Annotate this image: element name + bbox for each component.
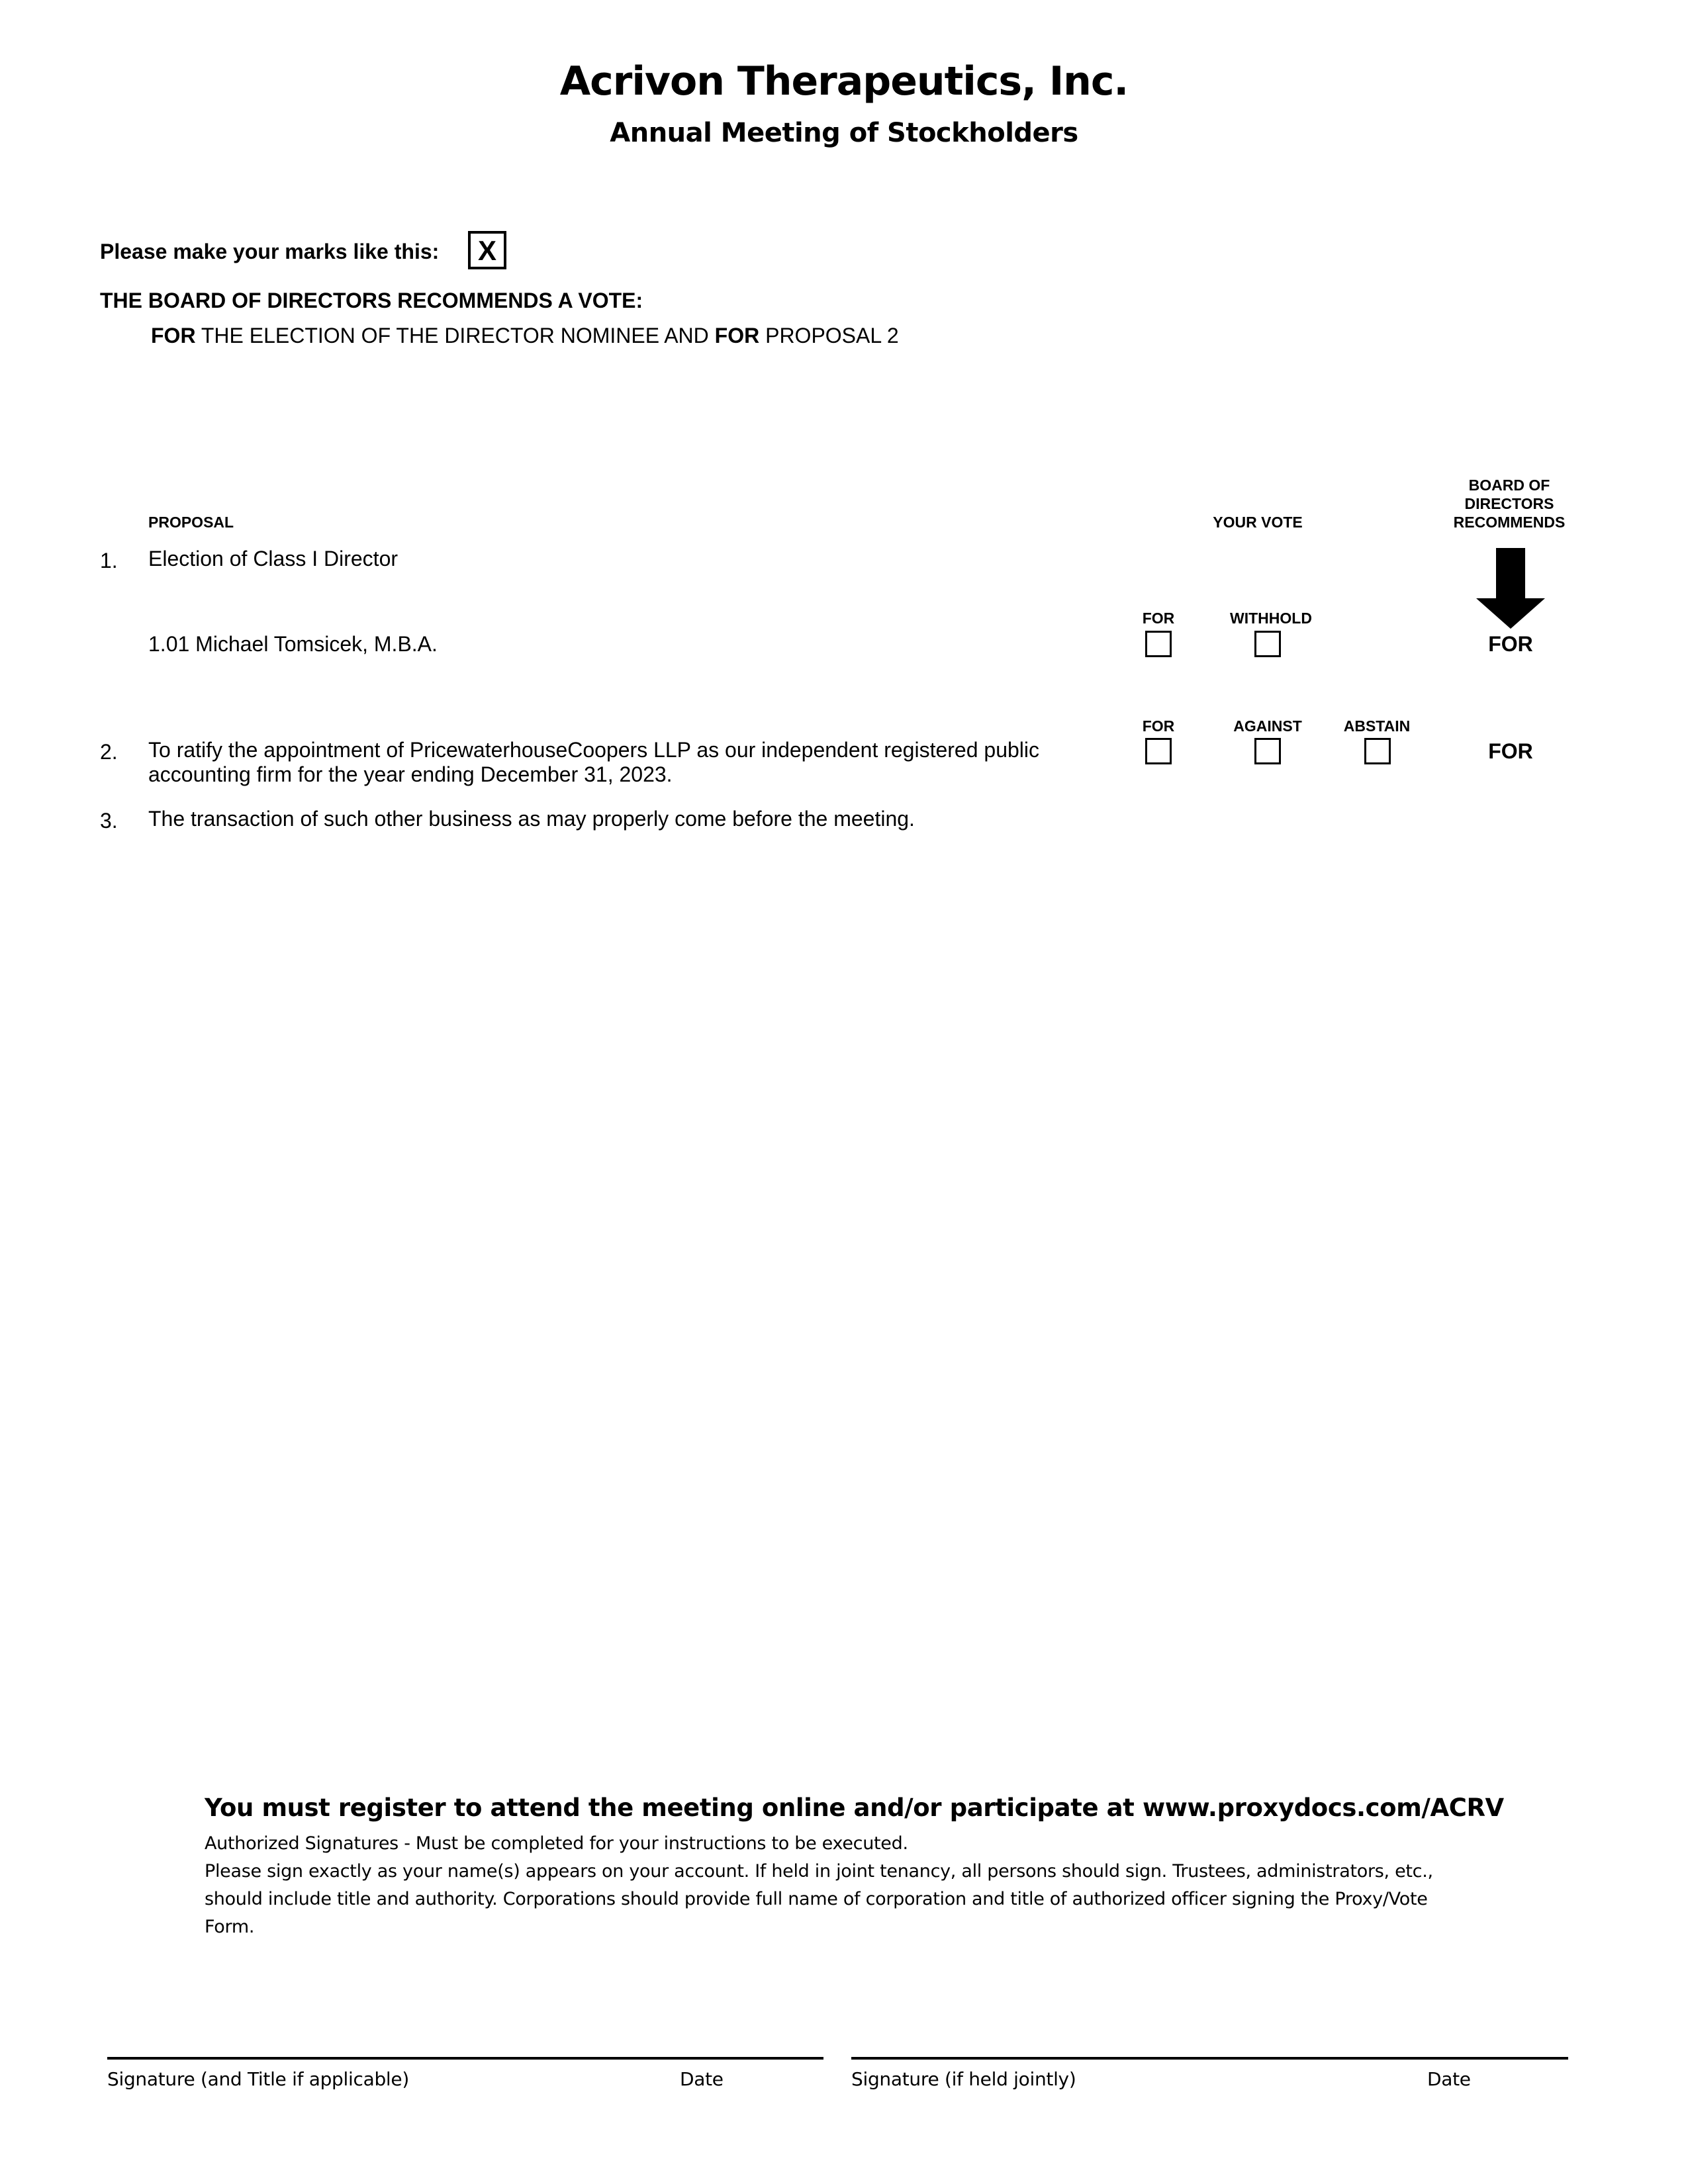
board-recommendation-heading: THE BOARD OF DIRECTORS RECOMMENDS A VOTE: <box>100 289 643 312</box>
down-arrow-icon <box>1476 548 1545 632</box>
nominee-name: 1.01 Michael Tomsicek, M.B.A. <box>148 632 438 656</box>
proposal-2-against-checkbox[interactable] <box>1254 738 1281 764</box>
proposal-2-text: To ratify the appointment of PricewaterhouseCoopers LLP as our independent registered public accounting firm for the year ending December 31, 2023. <box>148 738 1040 786</box>
proposal-2-abstain-checkbox[interactable] <box>1364 738 1391 764</box>
date-1-label: Date <box>680 2068 724 2090</box>
proposal-3-text: The transaction of such other business as may properly come before the meeting. <box>148 807 915 831</box>
mark-example-box: X <box>468 231 506 269</box>
proposal-1-text: Election of Class I Director <box>148 547 399 570</box>
option-withhold-label: WITHHOLD <box>1230 610 1312 627</box>
option-abstain-label: ABSTAIN <box>1343 717 1411 735</box>
proposal-3-number: 3. <box>100 809 118 833</box>
proposal-2-number: 2. <box>100 740 118 764</box>
signature-1-label: Signature (and Title if applicable) <box>107 2068 409 2090</box>
register-notice: You must register to attend the meeting online and/or participate at www.proxydocs.com/ACRV <box>205 1794 1504 1822</box>
marks-instruction: Please make your marks like this: <box>100 240 440 263</box>
signature-line-2[interactable] <box>851 2057 1568 2060</box>
board-recommendation-detail: FOR THE ELECTION OF THE DIRECTOR NOMINEE AND FOR PROPOSAL 2 <box>151 324 899 347</box>
header-your-vote: YOUR VOTE <box>1213 514 1303 531</box>
header-board-recommends: BOARD OF DIRECTORS RECOMMENDS <box>1453 477 1566 531</box>
date-2-label: Date <box>1427 2068 1471 2090</box>
proposal-2-recommendation: FOR <box>1488 739 1533 763</box>
option-for-label: FOR <box>1142 610 1175 627</box>
company-title: Acrivon Therapeutics, Inc. <box>559 58 1129 105</box>
nominee-for-checkbox[interactable] <box>1145 631 1172 657</box>
proposal-1-number: 1. <box>100 549 118 572</box>
authorized-signatures-note: Authorized Signatures - Must be completed for your instructions to be executed. <box>205 1833 908 1854</box>
proposal-2-for-checkbox[interactable] <box>1145 738 1172 764</box>
signature-2-label: Signature (if held jointly) <box>851 2068 1076 2090</box>
meeting-subtitle: Annual Meeting of Stockholders <box>610 118 1078 148</box>
proposal-1-recommendation: FOR <box>1488 632 1533 656</box>
signing-instructions: Please sign exactly as your name(s) appears on your account. If held in joint tenancy, all persons should sign. Trustees, administrators, etc., should include title and authority. Corporations should provide full name of corporation and title of authorized officer signing the Proxy/Vote Form. <box>205 1861 1433 1937</box>
option-against-label: AGAINST <box>1233 717 1302 735</box>
option-for-label: FOR <box>1142 717 1175 735</box>
nominee-withhold-checkbox[interactable] <box>1254 631 1281 657</box>
signature-line-1[interactable] <box>107 2057 823 2060</box>
header-proposal: PROPOSAL <box>148 514 234 531</box>
